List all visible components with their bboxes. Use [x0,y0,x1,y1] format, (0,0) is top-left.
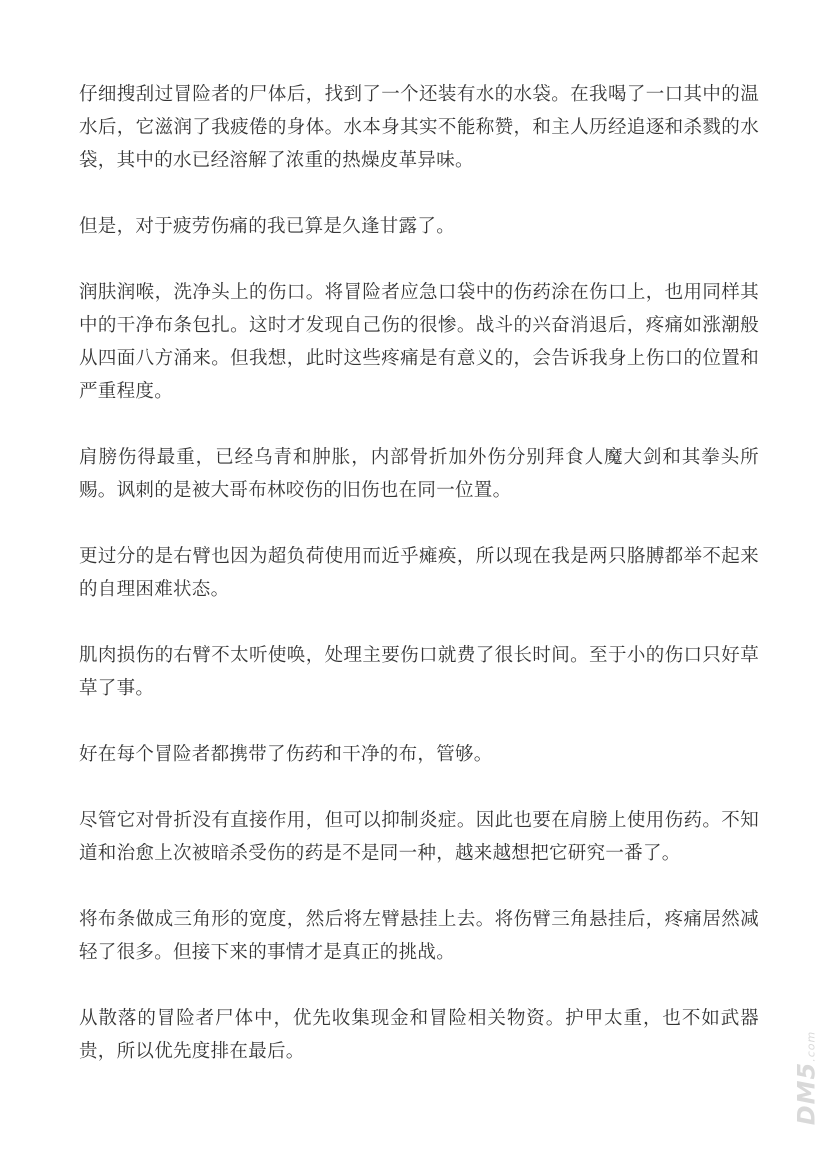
paragraph: 肌肉损伤的右臂不太听使唤，处理主要伤口就费了很长时间。至于小的伤口只好草草了事。 [79,645,759,699]
watermark-text [792,1031,820,1126]
paragraph: 尽管它对骨折没有直接作用，但可以抑制炎症。因此也要在肩膀上使用伤药。不知道和治愈上次被暗杀受伤的药是不是同一种，越来越想把它研究一番了。 [79,810,759,864]
paragraph: 从散落的冒险者尸体中，优先收集现金和冒险相关物资。护甲太重，也不如武器贵，所以优先度排在最后。 [79,1008,759,1062]
paragraph: 润肤润喉，洗净头上的伤口。将冒险者应急口袋中的伤药涂在伤口上，也用同样其中的干净布条包扎。这时才发现自己伤的很惨。战斗的兴奋消退后，疼痛如涨潮般从四面八方涌来。但我想，此时这些疼痛是有意义的，会告诉我身上伤口的位置和严重程度。 [79,282,759,402]
watermark-logo [793,1003,819,1153]
paragraph: 但是，对于疲劳伤痛的我已算是久逢甘露了。 [79,216,456,237]
paragraph: 仔细搜刮过冒险者的尸体后，找到了一个还装有水的水袋。在我喝了一口其中的温水后，它滋润了我疲倦的身体。水本身其实不能称赞，和主人历经追逐和杀戮的水袋，其中的水已经溶解了浓重的热燥皮革异味。 [79,84,759,171]
paragraph: 将布条做成三角形的宽度，然后将左臂悬挂上去。将伤臂三角悬挂后，疼痛居然减轻了很多。但接下来的事情才是真正的挑战。 [79,909,759,963]
watermark-suffix: .com [804,1030,818,1062]
paragraph: 肩膀伤得最重，已经乌青和肿胀，内部骨折加外伤分别拜食人魔大剑和其拳头所赐。讽刺的是被大哥布林咬伤的旧伤也在同一位置。 [79,447,759,501]
paragraph: 好在每个冒险者都携带了伤药和干净的布，管够。 [79,744,493,765]
article-body [79,78,759,1101]
watermark-brand: DM5 [792,1061,821,1126]
paragraph: 更过分的是右臂也因为超负荷使用而近乎瘫痪，所以现在我是两只胳膊都举不起来的自理困难状态。 [79,546,759,600]
